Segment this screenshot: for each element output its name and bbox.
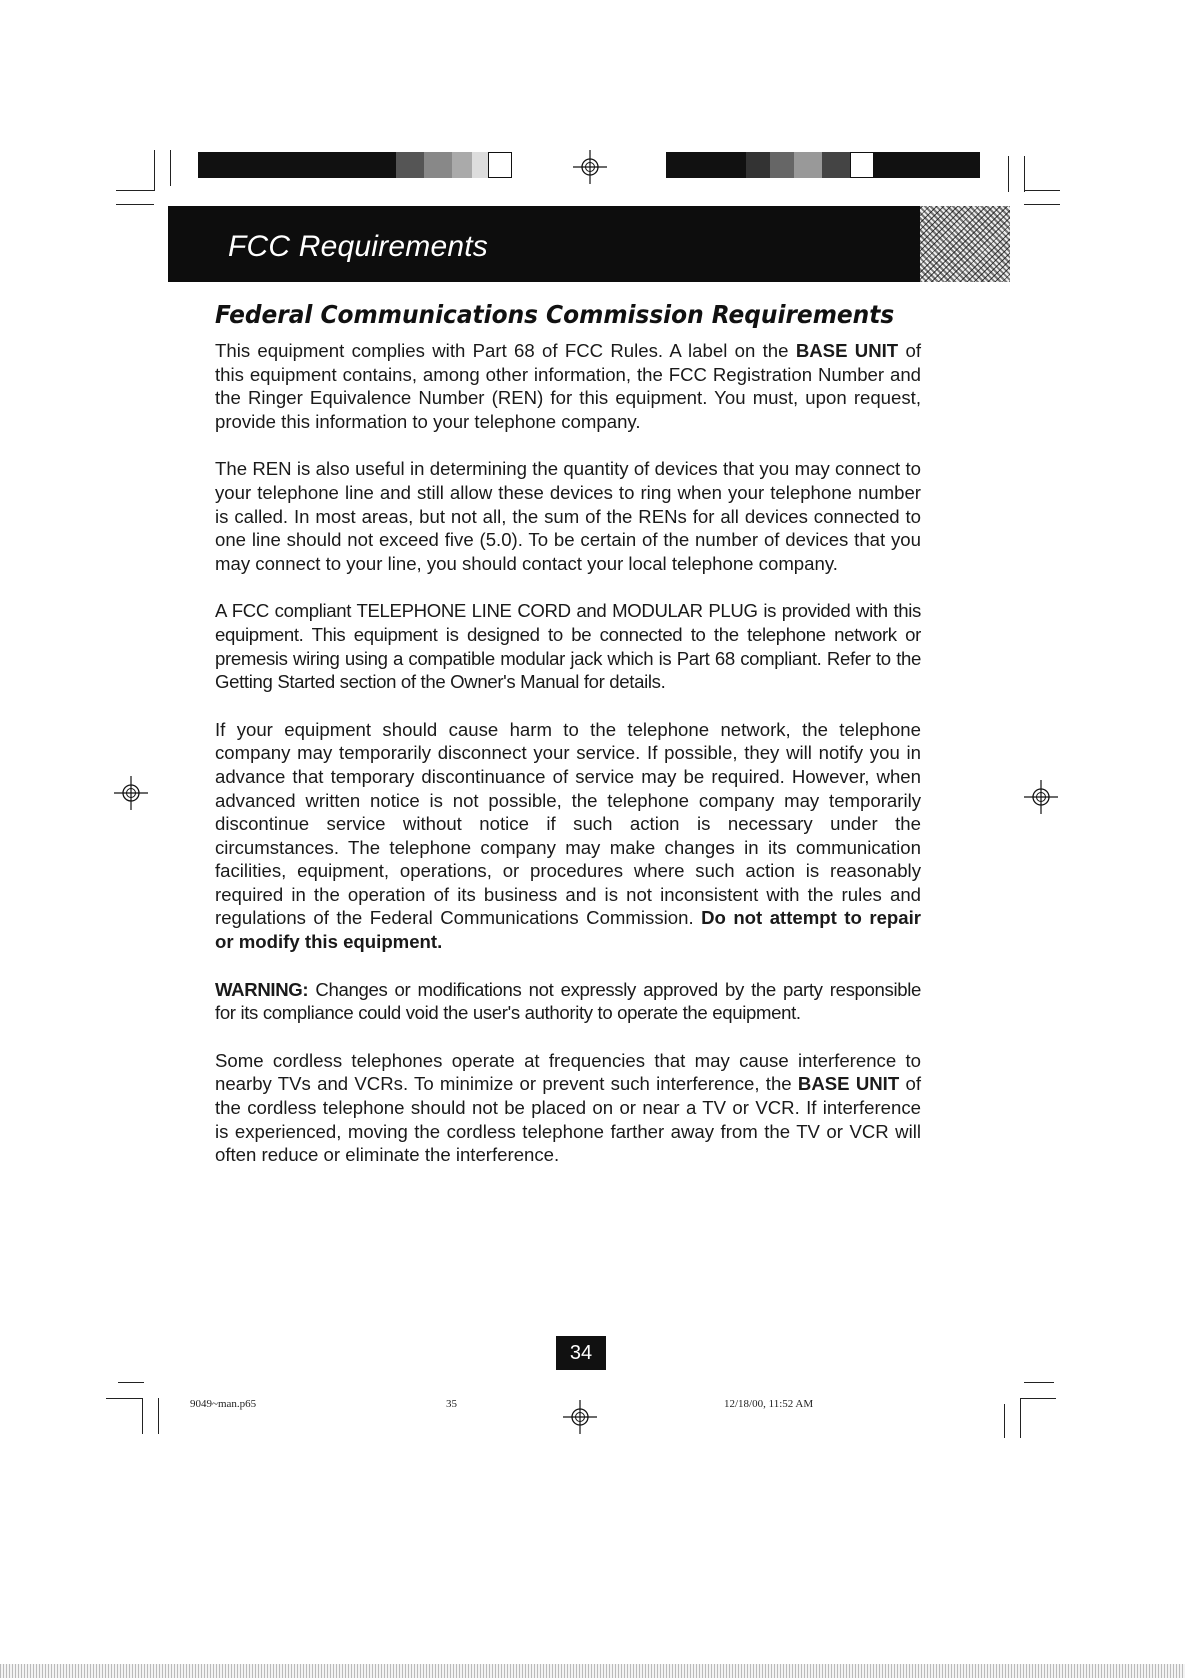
header-band bbox=[168, 206, 1010, 282]
registration-mark-icon bbox=[563, 1400, 597, 1434]
paragraph-ren: The REN is also useful in determining the quantity of devices that you may connect to your telephone line and still allow these devices to ring when your telephone number is called. In most areas, but not all, the sum of the RENs for all devices connected to one line should not exceed five (5.0). To be certain of the number of devices that you may connect to your line, you should contact your local telephone company. bbox=[215, 458, 921, 574]
halftone-pattern bbox=[920, 206, 1010, 282]
scan-edge-noise bbox=[0, 1664, 1185, 1678]
paragraph-line-cord: A FCC compliant TELEPHONE LINE CORD and MODULAR PLUG is provided with this equipment. This equipment is designed to be connected to the telephone network or premesis wiring using a compatible modular jack which is Part 68 compliant. Refer to the Getting Started section of the Owner's Manual for details. bbox=[215, 600, 921, 693]
registration-mark-icon bbox=[573, 150, 607, 184]
paragraph-bold-text: BASE UNIT bbox=[797, 1073, 900, 1095]
paragraph-warning bbox=[215, 978, 921, 1025]
page-title: FCC Requirements bbox=[228, 230, 488, 263]
paragraph-text: of this equipment contains, among other information, the FCC Registration Number and the Ringer Equivalence Number (REN) for this equipment. You must, upon request, provide this information to your telephone company. bbox=[215, 340, 921, 432]
paragraph-text: of the cordless telephone should not be placed on or near a TV or VCR. If interference is experienced, moving the cordless telephone farther away from the TV or VCR will often reduce or eliminate the interference. bbox=[215, 1073, 921, 1166]
color-bar-left bbox=[198, 152, 512, 178]
slug-date: 12/18/00, 11:52 AM bbox=[724, 1398, 814, 1410]
paragraph-text: This equipment complies with Part 68 of FCC Rules. A label on the bbox=[215, 340, 796, 361]
paragraph-harm-notice bbox=[215, 718, 921, 954]
section-title: Federal Communications Commission Requirements bbox=[215, 300, 895, 329]
slug-file-name: 9049~man.p65 bbox=[190, 1398, 257, 1410]
paragraph-bold-text: Do not attempt to repair or modify this equipment. bbox=[215, 907, 922, 953]
paragraph-bold-text: BASE UNIT bbox=[795, 340, 899, 361]
paragraph-text: Changes or modifications not expressly approved by the party responsible for its compliance could void the user's authority to operate the equipment. bbox=[215, 978, 921, 1024]
paragraph-interference bbox=[215, 1049, 921, 1167]
warning-label: WARNING: bbox=[215, 978, 309, 1000]
slug-page-number: 35 bbox=[446, 1398, 457, 1410]
paragraph-text: Some cordless telephones operate at frequencies that may cause interference to nearby TVs and VCRs. To minimize or prevent such interference, the bbox=[215, 1049, 921, 1095]
paragraph-fcc-label bbox=[215, 339, 921, 433]
registration-mark-icon bbox=[1024, 780, 1058, 814]
main-content bbox=[215, 300, 921, 1167]
paragraph-text: If your equipment should cause harm to the telephone network, the telephone company may temporarily disconnect your service. If possible, they will notify you in advance that temporary discontinuance of service may be required. However, when advanced written notice is not possible, the telephone company may temporarily discontinue service without notice if such action is necessary under the circumstances. The telephone company may make changes in its communication facilities, equipment, operations, or procedures where such action is reasonably required in the operation of its business and is not inconsistent with the rules and regulations of the Federal Communications Commission. bbox=[215, 718, 921, 929]
registration-mark-icon bbox=[114, 776, 148, 810]
page-number: 34 bbox=[556, 1336, 606, 1370]
color-bar-right bbox=[666, 152, 980, 178]
